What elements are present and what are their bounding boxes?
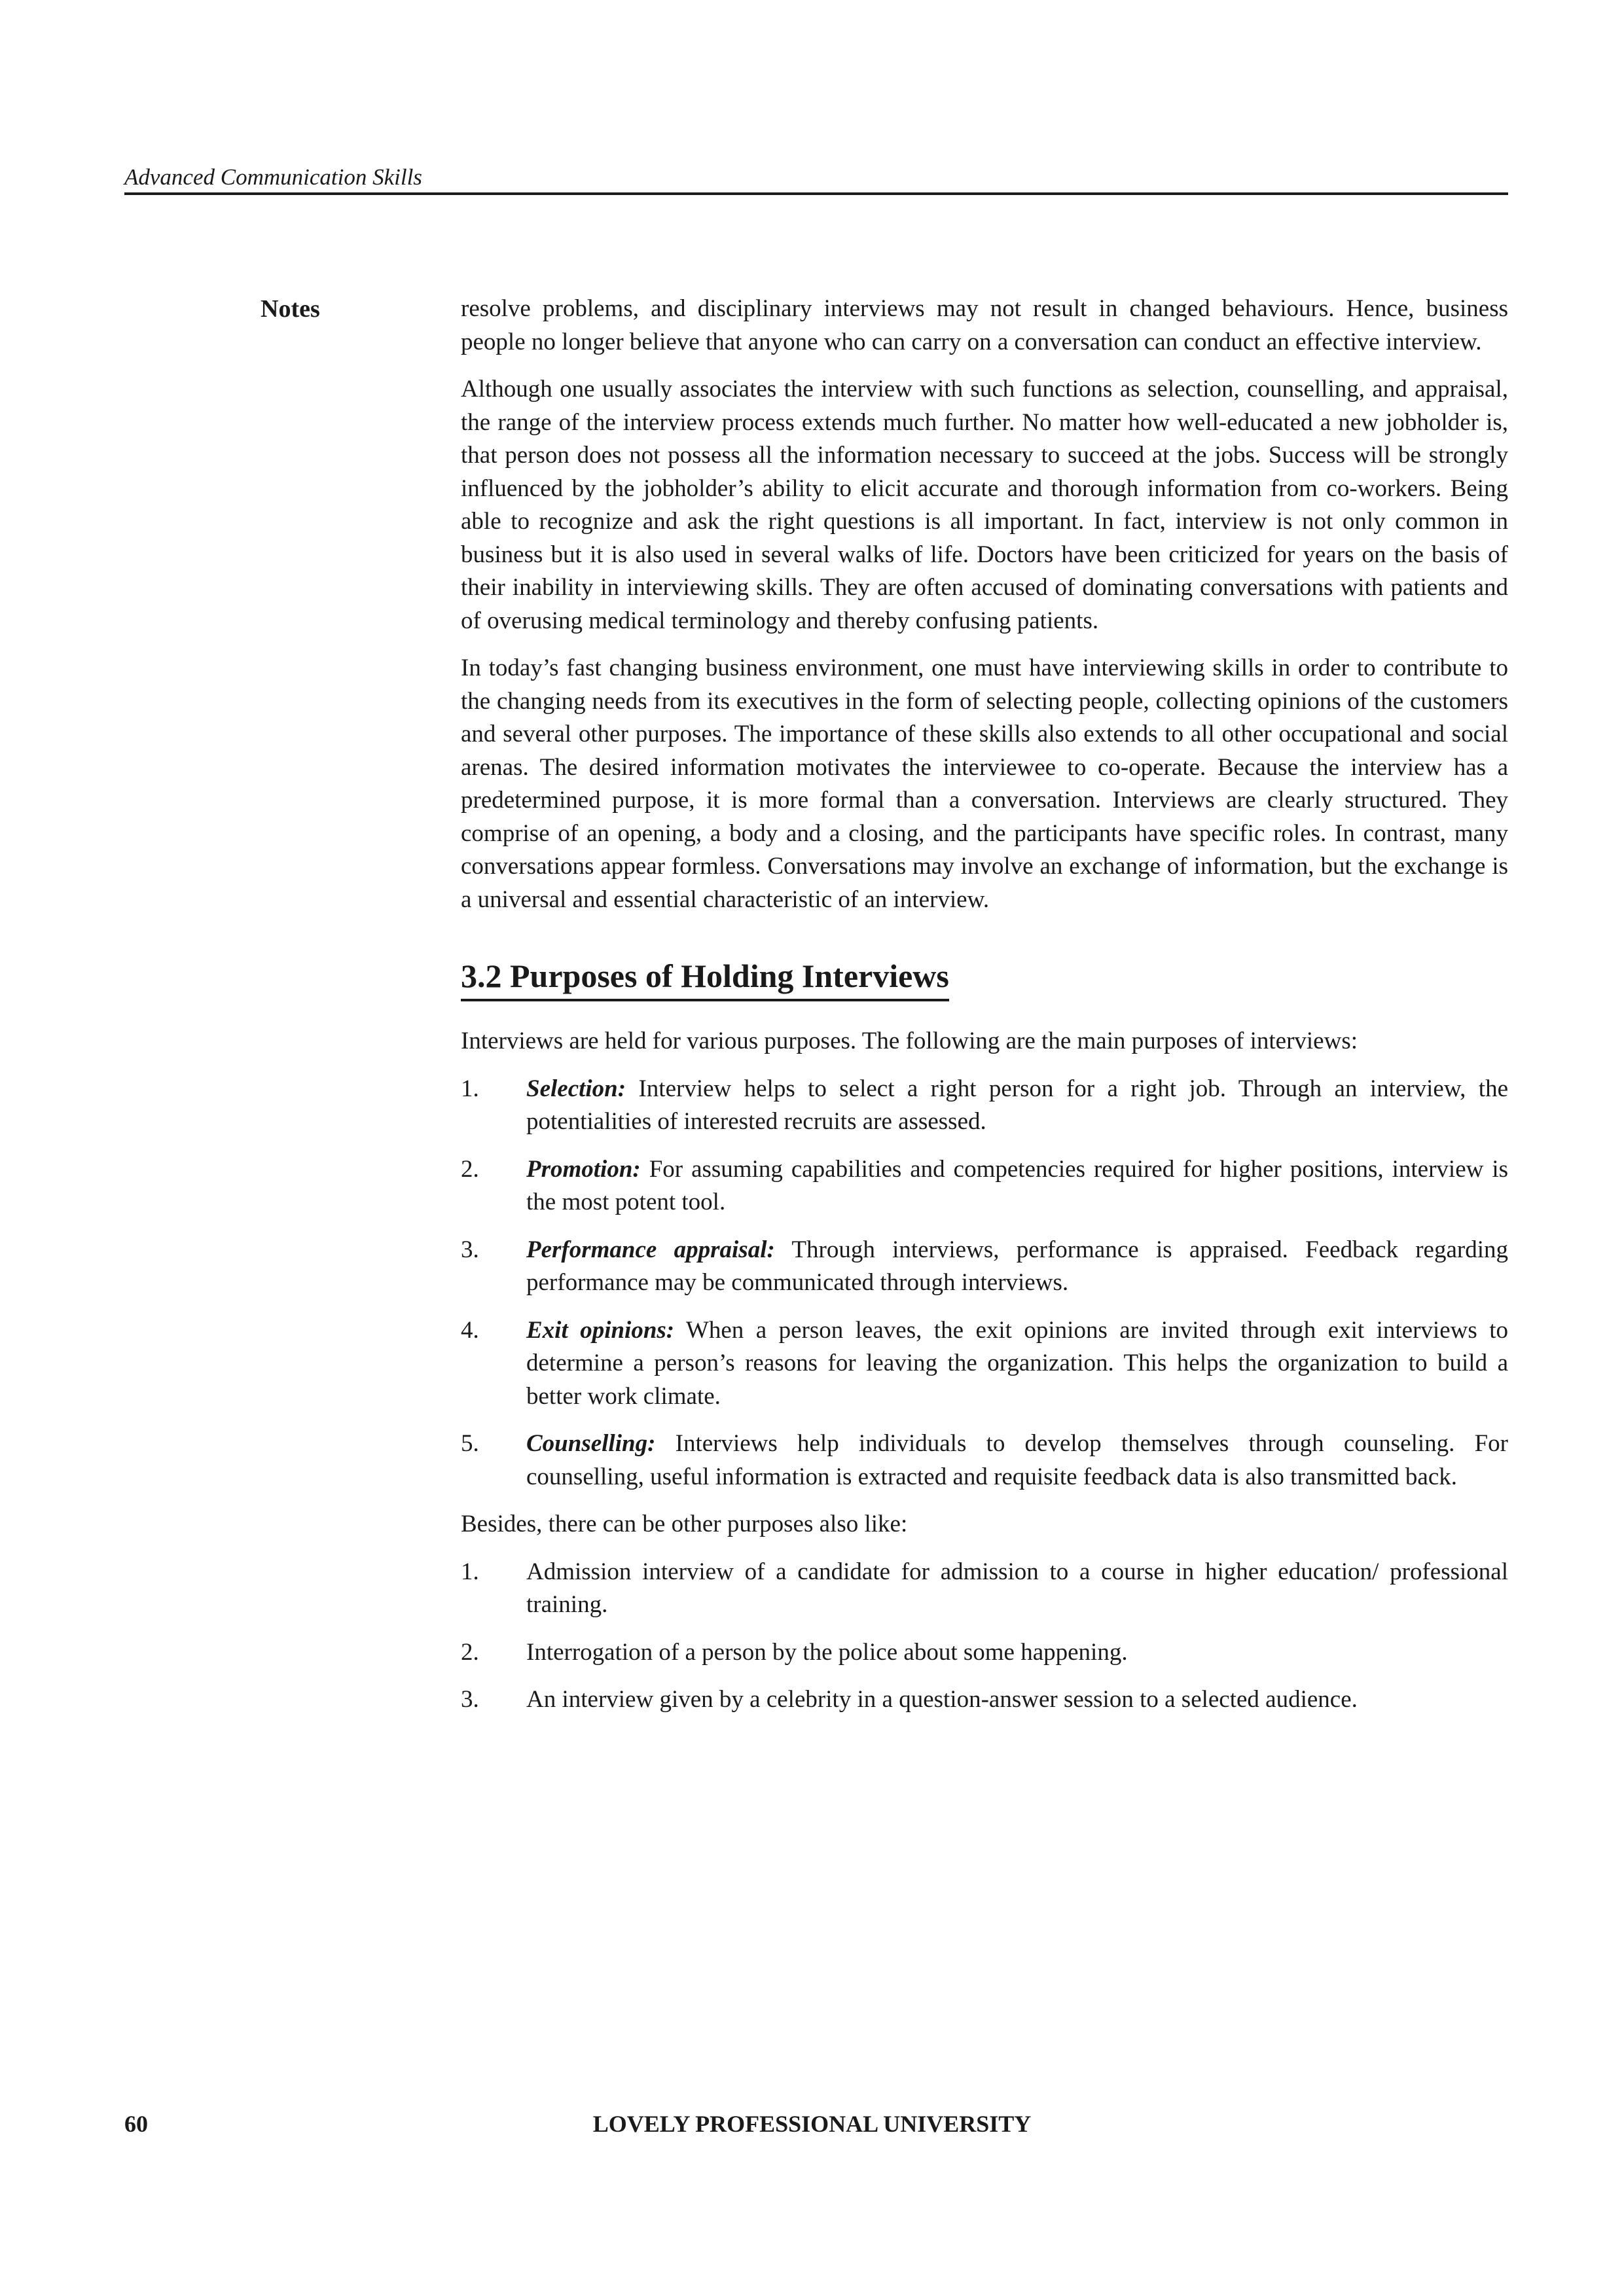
list-number: 3. <box>461 1236 479 1263</box>
list-item-text: When a person leaves, the exit opinions are invited through exit interviews to determine a person’s reasons for leaving the organization. This helps the organization to build a better work climate. <box>526 1316 1508 1410</box>
list-item-term: Performance appraisal: <box>526 1236 775 1263</box>
list-item <box>461 1556 1508 1622</box>
list-item <box>461 1636 1508 1670</box>
list-item-text: Interviews help individuals to develop themselves through counseling. For counselling, useful information is extracted and requisite feedback data is also transmitted back. <box>526 1430 1508 1490</box>
list-item-text: Interrogation of a person by the police about some happening. <box>526 1638 1128 1666</box>
list-item-text: An interview given by a celebrity in a question-answer session to a selected audience. <box>526 1686 1358 1713</box>
footer-publisher: LOVELY PROFESSIONAL UNIVERSITY <box>592 2111 1032 2137</box>
list-item-term: Counselling: <box>526 1430 656 1457</box>
purposes-intro: Interviews are held for various purposes. The following are the main purposes of interviews: <box>461 1028 1358 1054</box>
other-purposes-list <box>461 1556 1508 1717</box>
list-item <box>461 1234 1508 1300</box>
list-item-text: For assuming capabilities and competencies required for higher positions, interview is the most potent tool. <box>526 1155 1508 1215</box>
list-item-text: Through interviews, performance is appraised. Feedback regarding performance may be communicated through interviews. <box>526 1236 1508 1296</box>
list-item <box>461 1314 1508 1414</box>
paragraph: Although one usually associates the interview with such functions as selection, counselling, and appraisal, the range of the interview process extends much further. No matter how well-educated a new jobholder is, that person does not possess all the information necessary to succeed at the jobs. Success will be strongly influenced by the jobholder’s ability to elicit accurate and thorough information from co-workers. Being able to recognize and ask the right questions is all important. In fact, interview is not only common in business but it is also used in several walks of life. Doctors have been criticized for years on the basis of their inability in interviewing skills. They are often accused of dominating conversations with patients and of overusing medical terminology and thereby confusing patients. <box>461 376 1508 634</box>
list-item-body <box>526 1427 1508 1494</box>
list-item-body <box>526 1153 1508 1219</box>
list-item <box>461 1427 1508 1494</box>
purposes-list <box>461 1073 1508 1494</box>
list-item <box>461 1153 1508 1219</box>
paragraph: resolve problems, and disciplinary interviews may not result in changed behaviours. Hence, business people no longer believe that anyone who can carry on a conversation can conduct an effective interview. <box>461 295 1508 355</box>
list-number: 2. <box>461 1638 479 1666</box>
list-item-term: Exit opinions: <box>526 1316 675 1344</box>
main-content <box>461 293 1508 1731</box>
page-number: 60 <box>124 2111 148 2137</box>
list-item-body <box>526 1073 1508 1139</box>
list-number: 1. <box>461 1558 479 1585</box>
list-item <box>461 1683 1508 1717</box>
notes-margin-label: Notes <box>261 295 320 323</box>
list-number: 5. <box>461 1430 479 1457</box>
header-rule <box>124 192 1508 195</box>
paragraph: In today’s fast changing business environment, one must have interviewing skills in order to contribute to the changing needs from its executives in the form of selecting people, collecting opinions of the customers and several other purposes. The importance of these skills also extends to all other occupational and social arenas. The desired information motivates the interviewee to co-operate. Because the interview has a predetermined purpose, it is more formal than a conversation. Interviews are clearly structured. They comprise of an opening, a body and a closing, and the participants have specific roles. In contrast, many conversations appear formless. Conversations may involve an exchange of information, but the exchange is a universal and essential characteristic of an interview. <box>461 655 1508 913</box>
list-item-body <box>526 1314 1508 1414</box>
section-heading: 3.2 Purposes of Holding Interviews <box>461 956 949 1001</box>
list-number: 2. <box>461 1155 479 1183</box>
list-number: 3. <box>461 1686 479 1713</box>
list-item-body <box>526 1234 1508 1300</box>
list-item-text: Admission interview of a candidate for admission to a course in higher education/ professional training. <box>526 1558 1508 1618</box>
running-header: Advanced Communication Skills <box>124 164 422 190</box>
list-number: 4. <box>461 1316 479 1344</box>
list-item-text: Interview helps to select a right person for a right job. Through an interview, the potentialities of interested recruits are assessed. <box>526 1075 1508 1135</box>
other-purposes-intro: Besides, there can be other purposes also like: <box>461 1511 908 1537</box>
list-item-term: Selection: <box>526 1075 626 1102</box>
list-item-term: Promotion: <box>526 1155 641 1183</box>
list-item <box>461 1073 1508 1139</box>
list-number: 1. <box>461 1075 479 1102</box>
